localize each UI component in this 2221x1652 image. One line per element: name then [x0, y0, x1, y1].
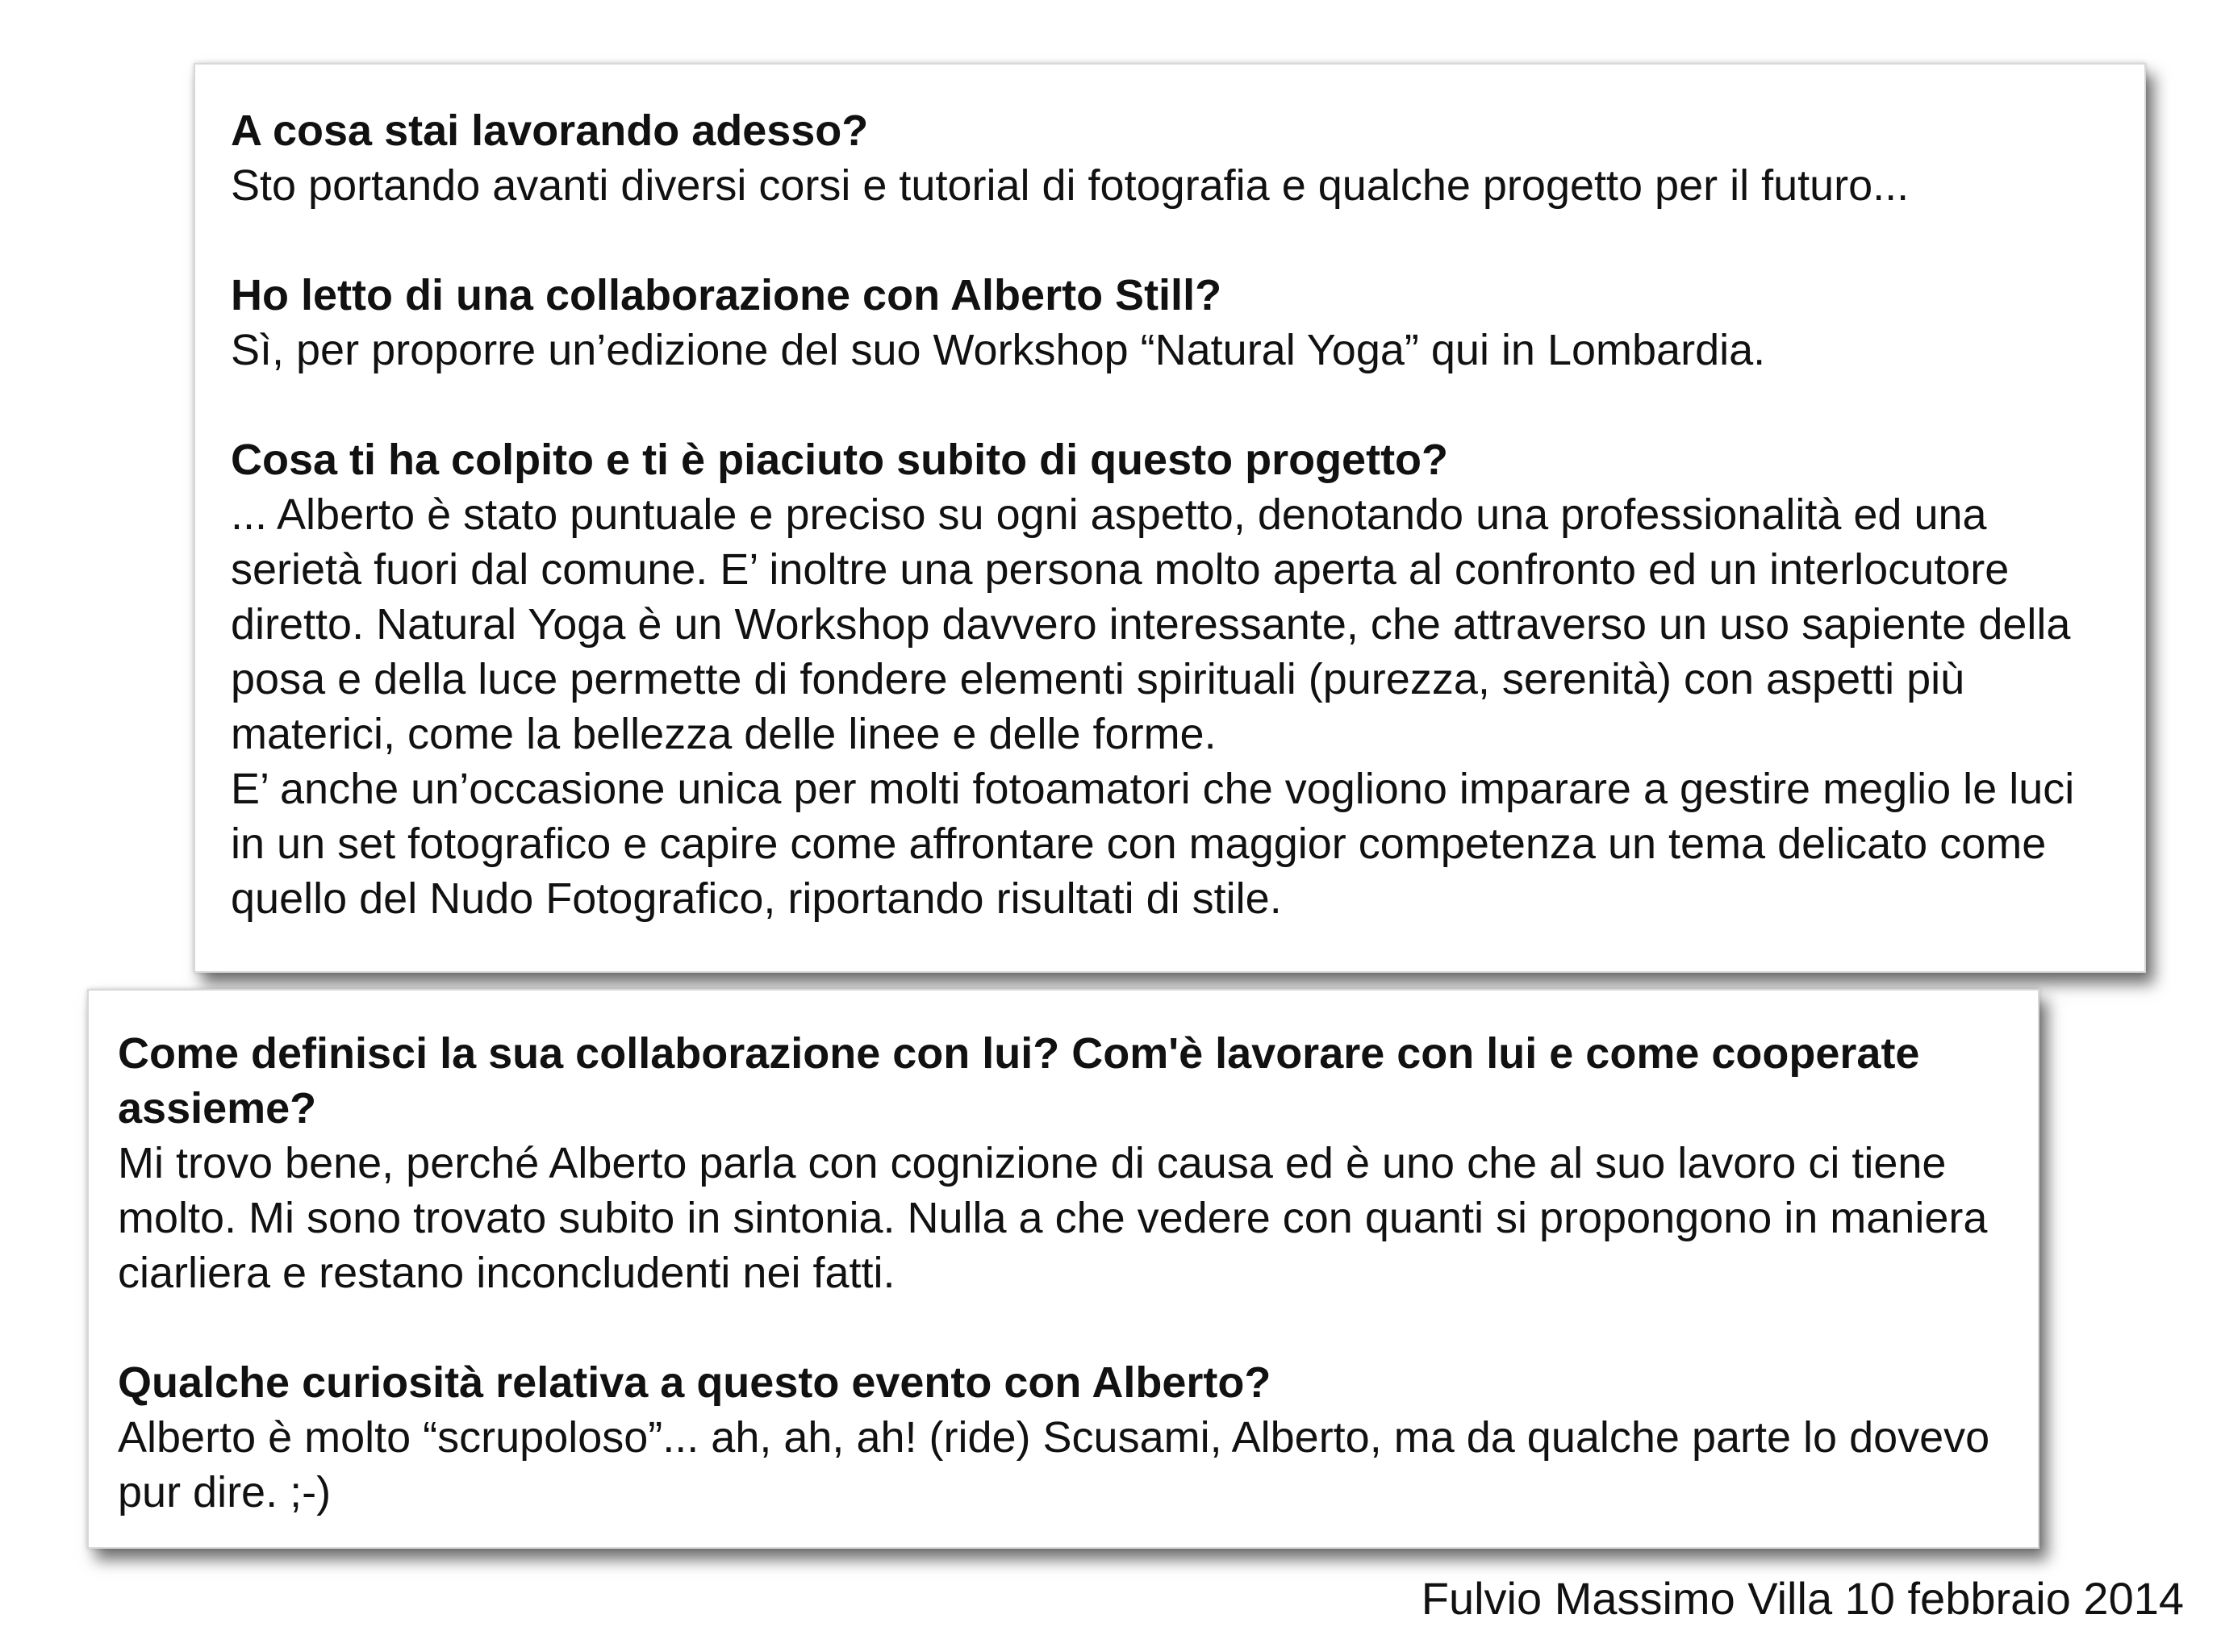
question-heading: Ho letto di una collaborazione con Alberto Still? [231, 271, 1222, 319]
qa-block-current-work [231, 103, 2112, 213]
interview-card-top [194, 63, 2146, 973]
answer-text: ... Alberto è stato puntuale e preciso su ogni aspetto, denotando una professionalità ed una serietà fuori dal comune. E’ inoltre una persona molto aperta al confronto ed un interlocutore diretto. Natural Yoga è un Workshop davvero interessante, che attraverso un uso sapiente della posa e della luce permette di fondere elementi spirituali (purezza, serenità) con aspetti più materici, come la bellezza delle linee e delle forme. [231, 490, 2071, 758]
qa-block-project-impressions [231, 432, 2112, 926]
author-signature: Fulvio Massimo Villa 10 febbraio 2014 [1421, 1573, 2184, 1624]
answer-text-continued: E’ anche un’occasione unica per molti fotoamatori che vogliono imparare a gestire meglio le luci in un set fotografico e capire come affrontare con maggior competenza un tema delicato come quello del Nudo Fotografico, riportando risultati di stile. [231, 765, 2075, 923]
question-heading: A cosa stai lavorando adesso? [231, 106, 869, 155]
question-heading: Qualche curiosità relativa a questo evento con Alberto? [118, 1358, 1271, 1407]
qa-block-curiosity [118, 1355, 2006, 1520]
answer-text: Sì, per proporre un’edizione del suo Workshop “Natural Yoga” qui in Lombardia. [231, 326, 1766, 374]
answer-text: Mi trovo bene, perché Alberto parla con cognizione di causa ed è uno che al suo lavoro ci tiene molto. Mi sono trovato subito in sintonia. Nulla a che vedere con quanti si propongono in maniera ciarliera e restano inconcludenti nei fatti. [118, 1139, 1988, 1297]
qa-block-working-together [118, 1026, 2006, 1300]
qa-block-collaboration [231, 268, 2112, 378]
interview-card-bottom [87, 989, 2039, 1549]
question-heading: Cosa ti ha colpito e ti è piaciuto subito di questo progetto? [231, 436, 1449, 484]
answer-text: Sto portando avanti diversi corsi e tutorial di fotografia e qualche progetto per il futuro... [231, 161, 1910, 210]
question-heading: Come definisci la sua collaborazione con lui? Com'è lavorare con lui e come cooperate assieme? [118, 1029, 1920, 1133]
answer-text: Alberto è molto “scrupoloso”... ah, ah, ah! (ride) Scusami, Alberto, ma da qualche parte lo dovevo pur dire. ;-) [118, 1413, 1990, 1516]
